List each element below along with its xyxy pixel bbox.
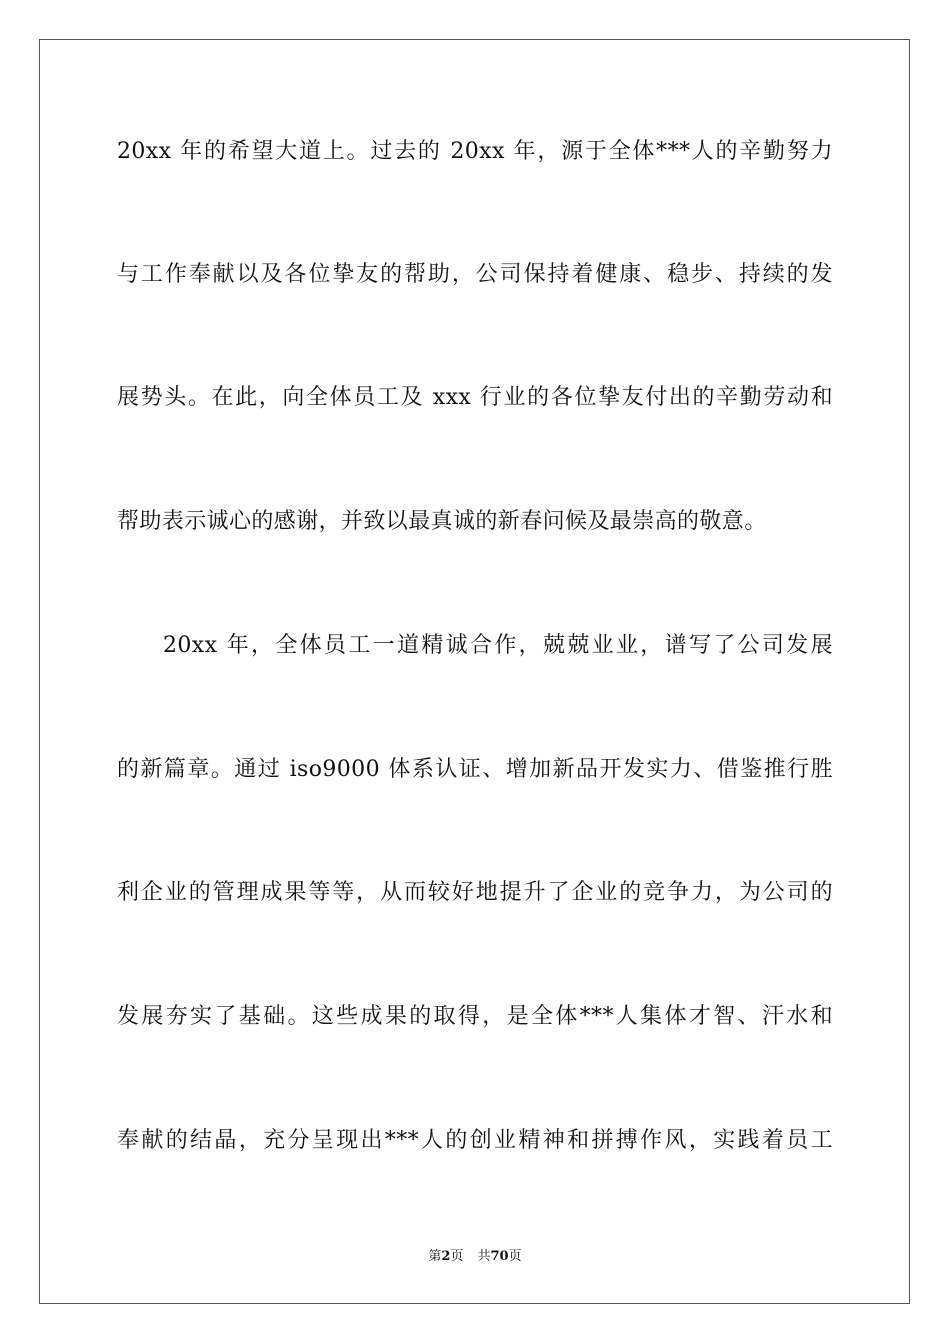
paragraph-line-3: 展势头。在此，向全体员工及 xxx 行业的各位挚友付出的辛勤劳动和 [117, 385, 833, 410]
total-prefix: 共 [477, 1249, 491, 1264]
page-prefix: 第 [428, 1249, 442, 1264]
paragraph-line-9: 奉献的结晶，充分呈现出***人的创业精神和拼搏作风，实践着员工 [117, 1128, 833, 1153]
page-footer [0, 1249, 950, 1265]
page-suffix: 页 [450, 1249, 464, 1264]
paragraph-line-5: 20xx 年，全体员工一道精诚合作，兢兢业业，谱写了公司发展 [163, 633, 833, 658]
paragraph-line-1: 20xx 年的希望大道上。过去的 20xx 年，源于全体***人的辛勤努力 [117, 139, 833, 164]
page-number: 2 [441, 1249, 451, 1264]
page-border [39, 39, 910, 1304]
total-suffix: 页 [508, 1249, 522, 1264]
paragraph-line-4: 帮助表示诚心的感谢，并致以最真诚的新春问候及最崇高的敬意。 [117, 509, 767, 534]
paragraph-line-7: 利企业的管理成果等等，从而较好地提升了企业的竞争力，为公司的 [117, 880, 833, 905]
total-pages: 70 [490, 1249, 509, 1264]
paragraph-line-6: 的新篇章。通过 iso9000 体系认证、增加新品开发实力、借鉴推行胜 [117, 757, 833, 782]
paragraph-line-2: 与工作奉献以及各位挚友的帮助，公司保持着健康、稳步、持续的发 [117, 262, 833, 287]
paragraph-line-8: 发展夯实了基础。这些成果的取得，是全体***人集体才智、汗水和 [117, 1004, 833, 1029]
